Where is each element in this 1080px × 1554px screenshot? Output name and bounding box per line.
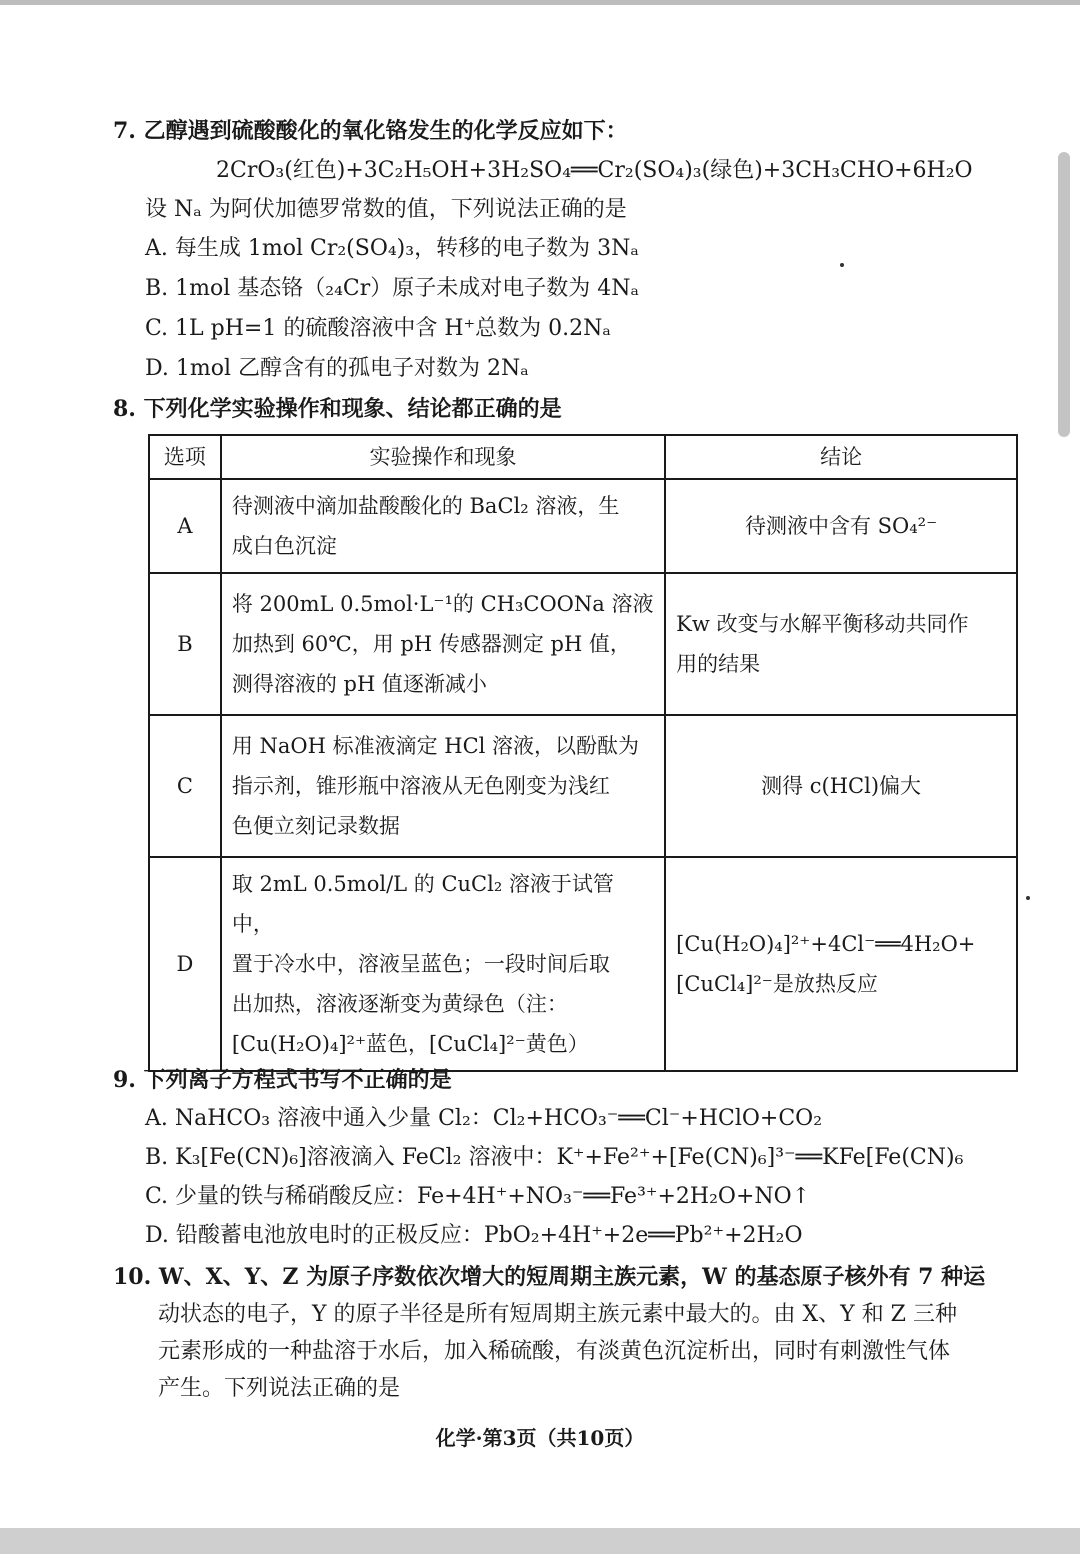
top-edge xyxy=(0,0,1080,5)
header-operation: 实验操作和现象 xyxy=(221,435,665,479)
speck-mark xyxy=(1026,896,1030,900)
q8-stem: 8. 下列化学实验操作和现象、结论都正确的是 xyxy=(113,396,562,422)
conclusion-line: [Cu(H₂O)₄]²⁺+4Cl⁻══4H₂O+ xyxy=(676,932,976,956)
conclusion-line: 用的结果 xyxy=(676,652,761,676)
q7-option-c: C. 1L pH=1 的硫酸溶液中含 H⁺总数为 0.2Nₐ xyxy=(145,316,611,341)
speck-mark xyxy=(840,263,844,267)
conclusion-line: 待测液中含有 SO₄²⁻ xyxy=(744,514,938,538)
row-option: D xyxy=(149,857,221,1071)
q8-table xyxy=(148,434,1018,1072)
table-row xyxy=(149,479,1017,573)
row-operation xyxy=(221,857,665,1071)
conclusion-line: Kw 改变与水解平衡移动共同作 xyxy=(676,612,969,636)
page-footer: 化学·第3页（共10页） xyxy=(435,1426,645,1450)
operation-line: 成白色沉淀 xyxy=(231,534,337,558)
row-conclusion xyxy=(665,573,1017,715)
row-option: A xyxy=(149,479,221,573)
q7-option-b: B. 1mol 基态铬（₂₄Cr）原子未成对电子数为 4Nₐ xyxy=(145,276,640,301)
table-row xyxy=(149,573,1017,715)
q10-line: 动状态的电子，Y 的原子半径是所有短周期主族元素中最大的。由 X、Y 和 Z 三种 xyxy=(158,1302,957,1327)
q9-option-b: B. K₃[Fe(CN)₆]溶液滴入 FeCl₂ 溶液中：K⁺+Fe²⁺+[Fe(CN)₆]³⁻══KFe[Fe(CN)₆ xyxy=(145,1145,964,1170)
q9-option-c: C. 少量的铁与稀硝酸反应：Fe+4H⁺+NO₃⁻══Fe³⁺+2H₂O+NO↑ xyxy=(145,1184,811,1209)
header-conclusion: 结论 xyxy=(665,435,1017,479)
vertical-scrollbar[interactable] xyxy=(1058,152,1070,437)
q9-option-d: D. 铅酸蓄电池放电时的正极反应：PbO₂+4H⁺+2e══Pb²⁺+2H₂O xyxy=(145,1223,803,1248)
q10-line: 10. W、X、Y、Z 为原子序数依次增大的短周期主族元素，W 的基态原子核外有 7 种运 xyxy=(113,1264,986,1290)
operation-line: 出加热，溶液逐渐变为黄绿色（注： xyxy=(231,992,568,1016)
row-conclusion xyxy=(665,479,1017,573)
operation-line: 测得溶液的 pH 值逐渐减小 xyxy=(231,672,487,696)
q7-option-a: A. 每生成 1mol Cr₂(SO₄)₃，转移的电子数为 3Nₐ xyxy=(145,236,639,261)
bottom-edge xyxy=(0,1528,1080,1554)
row-conclusion xyxy=(665,715,1017,857)
row-operation xyxy=(221,479,665,573)
q9-option-a: A. NaHCO₃ 溶液中通入少量 Cl₂：Cl₂+HCO₃⁻══Cl⁻+HClO+CO₂ xyxy=(145,1106,823,1131)
row-operation xyxy=(221,573,665,715)
q10-line: 产生。下列说法正确的是 xyxy=(158,1376,401,1401)
operation-line: 待测液中滴加盐酸酸化的 BaCl₂ 溶液，生 xyxy=(231,494,620,518)
q7-option-d: D. 1mol 乙醇含有的孤电子对数为 2Nₐ xyxy=(145,356,529,381)
row-option: C xyxy=(149,715,221,857)
row-operation xyxy=(221,715,665,857)
row-conclusion xyxy=(665,857,1017,1071)
operation-line: 用 NaOH 标准液滴定 HCl 溶液，以酚酞为 xyxy=(231,734,640,758)
q7-stem: 7. 乙醇遇到硫酸酸化的氧化铬发生的化学反应如下： xyxy=(113,118,628,144)
operation-line: 加热到 60℃，用 pH 传感器测定 pH 值， xyxy=(231,632,631,656)
operation-line: 色便立刻记录数据 xyxy=(231,814,400,838)
q10-line: 元素形成的一种盐溶于水后，加入稀硫酸，有淡黄色沉淀析出，同时有刺激性气体 xyxy=(158,1339,951,1364)
row-option: B xyxy=(149,573,221,715)
q9-stem: 9. 下列离子方程式书写不正确的是 xyxy=(113,1067,452,1093)
operation-line: [Cu(H₂O)₄]²⁺蓝色，[CuCl₄]²⁻黄色） xyxy=(231,1032,589,1056)
table-header-row xyxy=(149,435,1017,479)
table-row xyxy=(149,715,1017,857)
conclusion-line: 测得 c(HCl)偏大 xyxy=(761,774,922,798)
operation-line: 指示剂，锥形瓶中溶液从无色刚变为浅红 xyxy=(231,774,610,798)
q7-equation: 2CrO₃(红色)+3C₂H₅OH+3H₂SO₄══Cr₂(SO₄)₃(绿色)+3CH₃CHO+6H₂O xyxy=(216,158,973,183)
operation-line: 将 200mL 0.5mol·L⁻¹的 CH₃COONa 溶液 xyxy=(231,592,654,616)
operation-line: 取 2mL 0.5mol/L 的 CuCl₂ 溶液于试管中， xyxy=(231,872,614,936)
header-option: 选项 xyxy=(149,435,221,479)
operation-line: 置于冷水中，溶液呈蓝色；一段时间后取 xyxy=(231,952,610,976)
conclusion-line: [CuCl₄]²⁻是放热反应 xyxy=(676,972,878,996)
table-row xyxy=(149,857,1017,1071)
q7-prompt: 设 Nₐ 为阿伏加德罗常数的值，下列说法正确的是 xyxy=(145,197,627,222)
